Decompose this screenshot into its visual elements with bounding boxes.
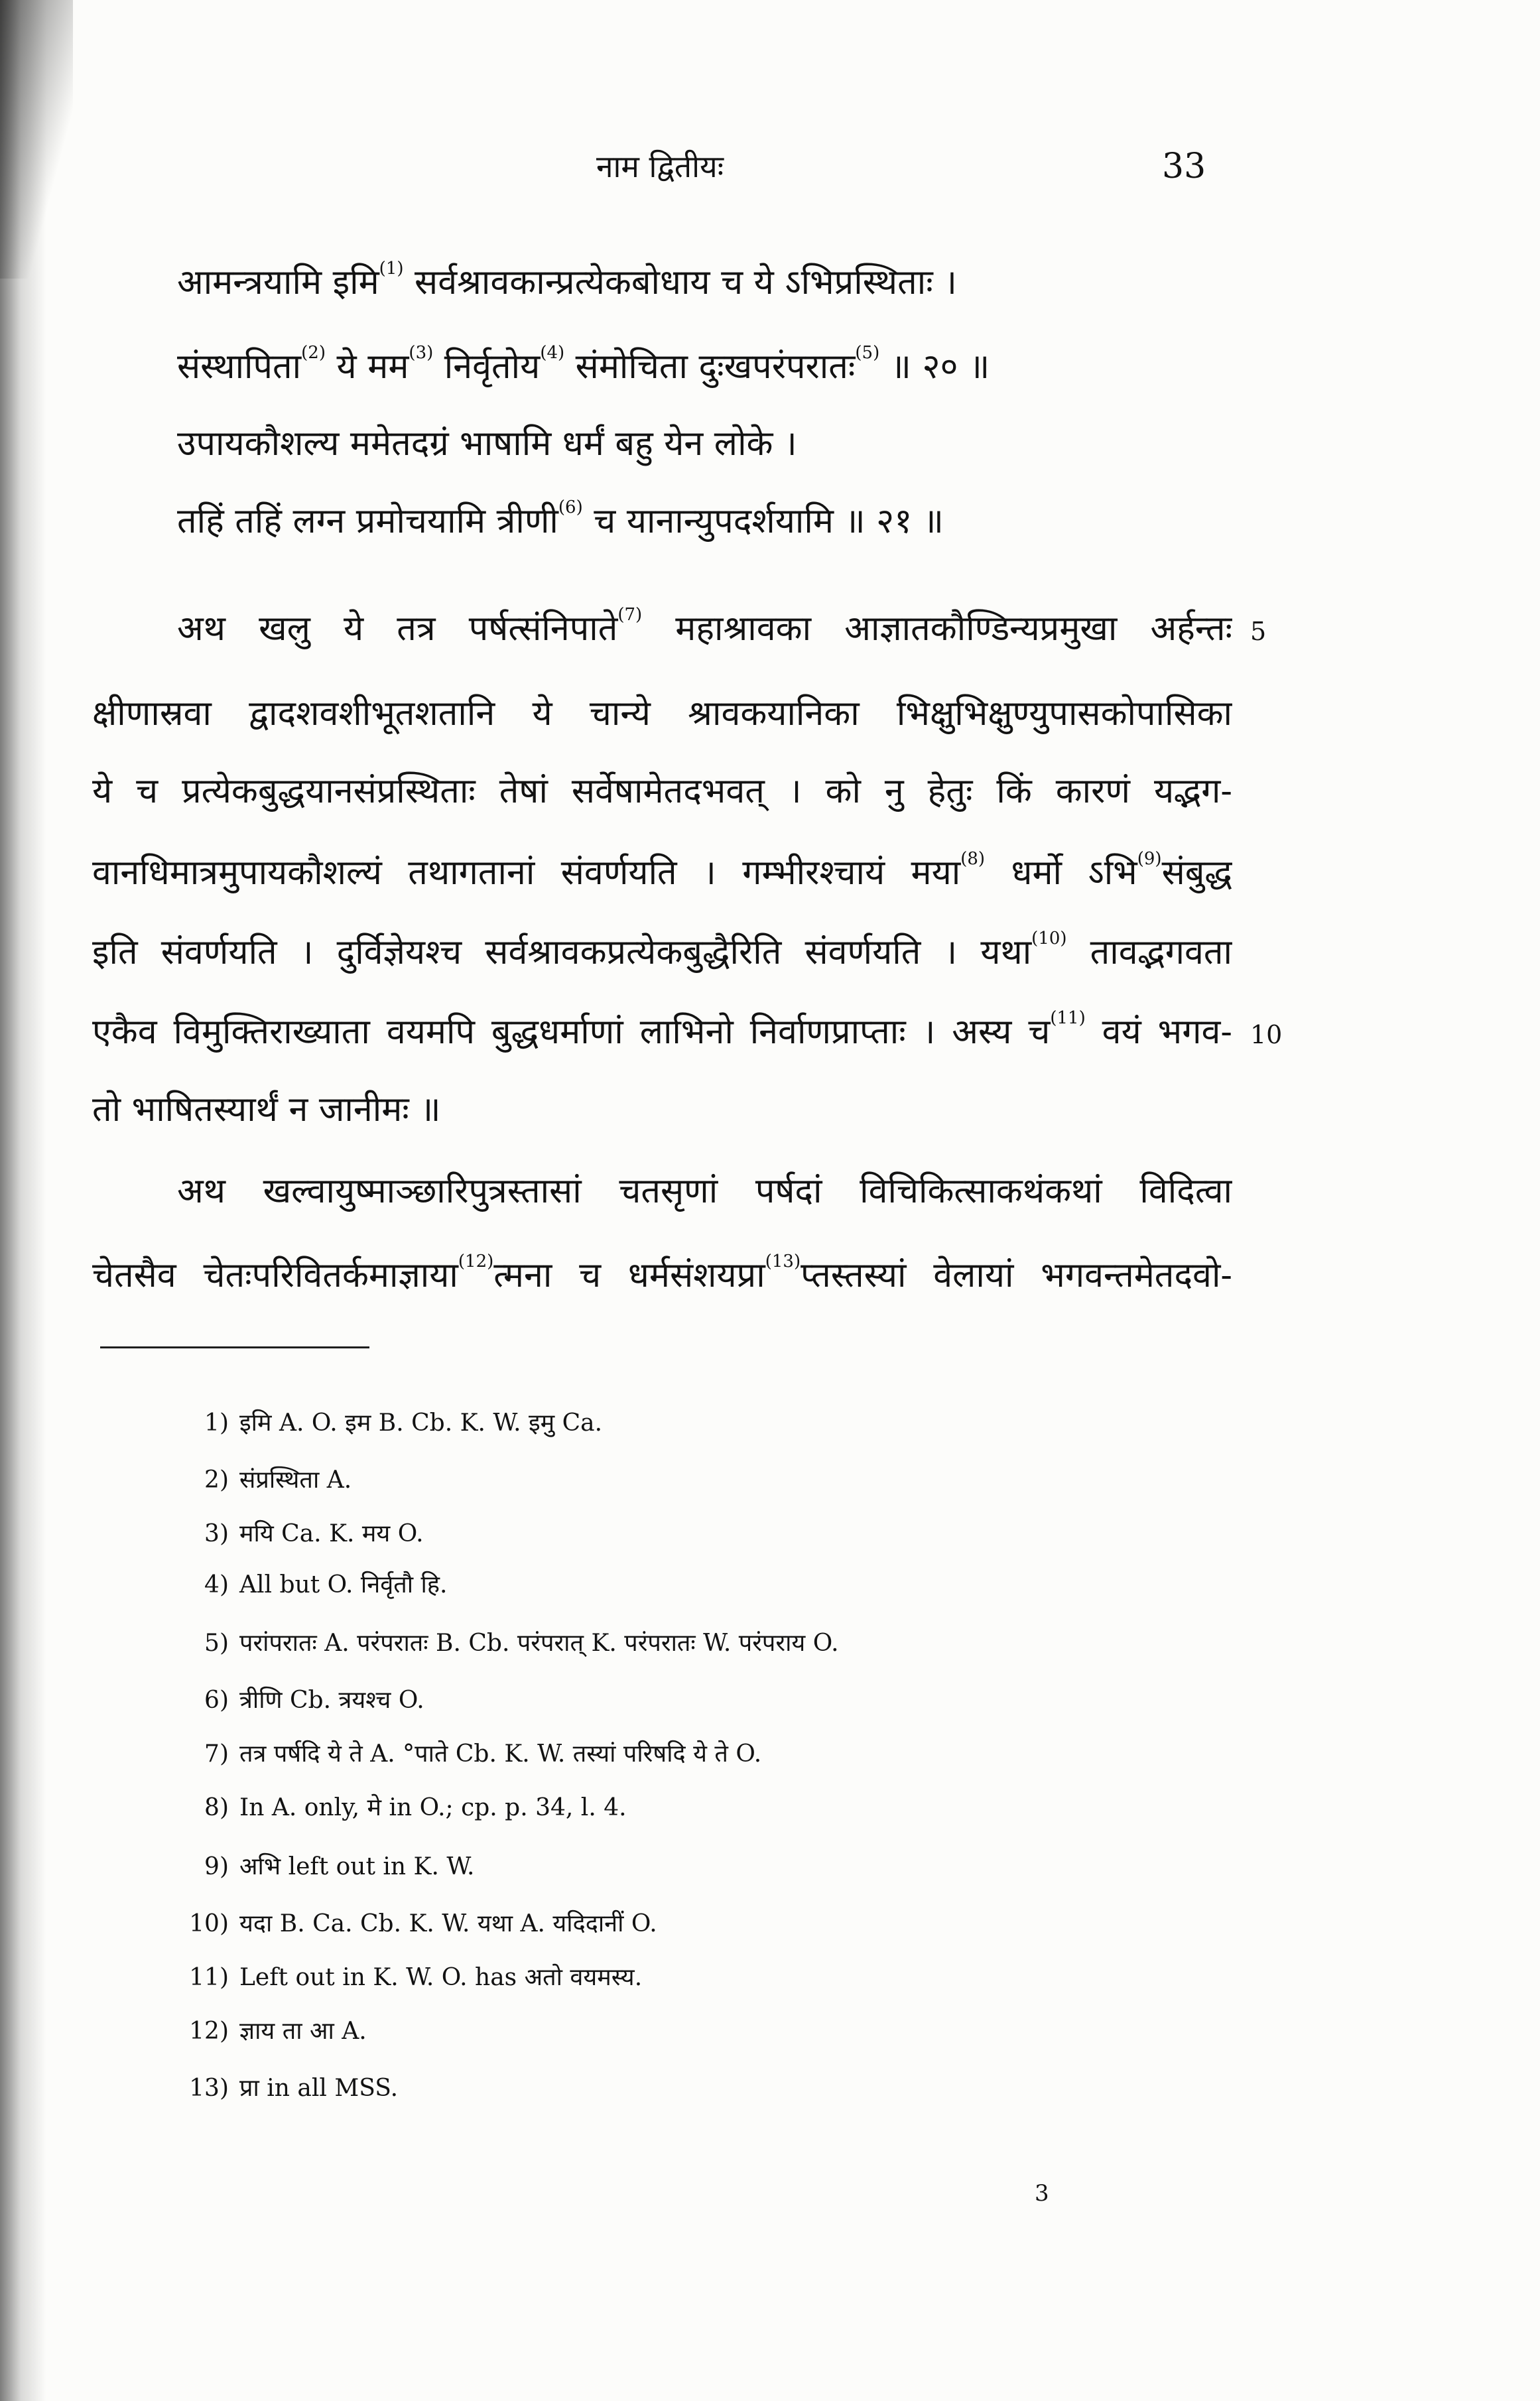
- footnote: [166, 1570, 1293, 1601]
- verse-line: [177, 499, 944, 545]
- signature-mark: 3: [1035, 2180, 1049, 2207]
- line-number: 10: [1250, 1020, 1283, 1049]
- prose-line: [92, 931, 1232, 976]
- scan-edge-shadow: [0, 0, 46, 2401]
- footnote-number: 11): [189, 1964, 229, 1991]
- running-title: नाम द्वितीयः: [596, 149, 724, 184]
- footnote: [166, 1408, 1293, 1439]
- prose-line: [92, 1010, 1232, 1055]
- footnote-marker: (6): [558, 499, 583, 517]
- footnote-text: त्रीणि Cb. त्रयश्च O.: [239, 1687, 424, 1714]
- footnote-marker: (1): [379, 261, 404, 279]
- verse-text: ये मम: [326, 347, 409, 387]
- verse-text: तहिं तहिं लग्न प्रमोचयामि त्रीणी: [177, 501, 558, 541]
- prose-line: [92, 692, 1232, 737]
- prose-text: धर्मो ऽभि: [985, 853, 1137, 893]
- footnote: [166, 1909, 1293, 1940]
- footnote-number: 1): [204, 1409, 229, 1437]
- footnote: [166, 1628, 1293, 1659]
- footnote: [166, 2073, 1293, 2105]
- footnote-number: 5): [204, 1630, 229, 1657]
- footnote-text: इमि A. O. इम B. Cb. K. W. इमु Ca.: [239, 1409, 603, 1437]
- footnote-number: 2): [204, 1466, 229, 1494]
- prose-text: प्तस्तस्यां वेलायां भगवन्तमेतदवो-: [801, 1256, 1232, 1295]
- verse-text: उपायकौशल्य ममेतदग्रं भाषामि धर्मं बहु येन लोके ।: [177, 424, 797, 464]
- footnote-marker: (4): [540, 345, 565, 363]
- prose-text: तो भाषितस्यार्थं न जानीमः ॥: [92, 1090, 441, 1130]
- footnote-text: In A. only, मे in O.; cp. p. 34, l. 4.: [239, 1794, 627, 1821]
- prose-text: अथ खलु ये तत्र पर्षत्संनिपाते: [177, 609, 618, 649]
- prose-line: [177, 607, 1232, 652]
- footnote-text: मयि Ca. K. मय O.: [239, 1520, 424, 1547]
- prose-line: [92, 1088, 1232, 1133]
- footnote: [166, 1963, 1293, 1994]
- prose-text: त्मना च धर्मसंशयप्रा: [493, 1256, 765, 1295]
- footnote-text: तत्र पर्षदि ये ते A. °पाते Cb. K. W. तस्यां परिषदि ये ते O.: [239, 1740, 762, 1768]
- verse-line: [177, 345, 990, 390]
- footnote-marker: (11): [1050, 1010, 1086, 1028]
- footnote-text: ज्ञाय ता आ A.: [239, 2018, 367, 2045]
- footnote-text: यदा B. Ca. Cb. K. W. यथा A. यदिदानीं O.: [239, 1910, 657, 1937]
- footnote-number: 12): [189, 2018, 229, 2045]
- footnote-rule: [100, 1346, 369, 1348]
- footnote: [166, 1793, 1293, 1824]
- footnote-text: प्रा in all MSS.: [239, 2075, 399, 2102]
- footnote-number: 8): [204, 1794, 229, 1821]
- footnote-text: All but O. निर्वृतौ हि.: [239, 1571, 448, 1598]
- prose-text: अथ खल्वायुष्माञ्छारिपुत्रस्तासां चतसृणां पर्षदां विचिकित्साकथंकथां विदित्वा: [177, 1171, 1232, 1211]
- footnote-marker: (13): [765, 1254, 801, 1271]
- verse-text: संमोचिता दुःखपरंपरातः: [564, 347, 856, 387]
- footnote-marker: (10): [1031, 931, 1067, 948]
- verse-line: [177, 422, 797, 467]
- verse-text: आमन्त्रयामि इमि: [177, 263, 379, 302]
- footnote: [166, 1685, 1293, 1717]
- footnote-text: अभि left out in K. W.: [239, 1853, 475, 1880]
- verse-text: ॥ २० ॥: [879, 347, 990, 387]
- footnote: [166, 1852, 1293, 1883]
- page-number: 33: [1162, 147, 1206, 186]
- footnote-number: 4): [204, 1571, 229, 1598]
- footnote: [166, 1465, 1293, 1496]
- footnote-marker: (8): [960, 851, 986, 869]
- footnote-marker: (7): [617, 607, 643, 625]
- prose-text: चेतसैव चेतःपरिवितर्कमाज्ञाया: [92, 1256, 458, 1295]
- footnote-marker: (5): [855, 345, 880, 363]
- prose-text: इति संवर्णयति । दुर्विज्ञेयश्च सर्वश्रावकप्रत्येकबुद्धैरिति संवर्णयति । यथा: [92, 933, 1032, 972]
- footnote-text: Left out in K. W. O. has अतो वयमस्य.: [239, 1964, 643, 1991]
- footnote-number: 6): [204, 1687, 229, 1714]
- verse-text: च यानान्युपदर्शयामि ॥ २१ ॥: [582, 501, 944, 541]
- scan-corner-shadow: [0, 0, 73, 279]
- footnote-number: 10): [189, 1910, 229, 1937]
- footnote-number: 3): [204, 1520, 229, 1547]
- footnote-number: 7): [204, 1740, 229, 1768]
- prose-text: क्षीणास्रवा द्वादशवशीभूतशतानि ये चान्ये श्रावकयानिका भिक्षुभिक्षुण्युपासकोपासिका: [92, 694, 1232, 734]
- verse-text: निर्वृतोय: [433, 347, 541, 387]
- footnote-marker: (2): [301, 345, 326, 363]
- prose-line: [92, 851, 1232, 896]
- verse-text: संस्थापिता: [177, 347, 302, 387]
- footnote-number: 9): [204, 1853, 229, 1880]
- prose-line: [177, 1169, 1232, 1214]
- footnote-number: 13): [189, 2075, 229, 2102]
- footnote: [166, 1519, 1293, 1550]
- verse-text: सर्वश्रावकान्प्रत्येकबोधाय च ये ऽभिप्रस्थिताः ।: [403, 263, 957, 302]
- footnote-marker: (12): [458, 1254, 494, 1271]
- prose-text: वयं भगव-: [1085, 1012, 1232, 1052]
- prose-text: ये च प्रत्येकबुद्धयानसंप्रस्थिताः तेषां सर्वेषामेतदभवत् । को नु हेतुः किं कारणं यद्भग-: [92, 771, 1232, 811]
- prose-line: [92, 1254, 1232, 1299]
- prose-text: महाश्रावका आज्ञातकौण्डिन्यप्रमुखा अर्हन्तः: [642, 609, 1232, 649]
- footnote: [166, 2016, 1293, 2047]
- verse-line: [177, 261, 957, 306]
- prose-text: एकैव विमुक्तिराख्याता वयमपि बुद्धधर्माणां लाभिनो निर्वाणप्राप्ताः । अस्य च: [92, 1012, 1051, 1052]
- footnote-marker: (9): [1137, 851, 1162, 869]
- footnote-text: संप्रस्थिता A.: [239, 1466, 352, 1494]
- footnote-text: परांपरातः A. परंपरातः B. Cb. परंपरात् K. परंपरातः W. परंपराय O.: [239, 1630, 839, 1657]
- line-number: 5: [1250, 617, 1267, 646]
- footnote: [166, 1739, 1293, 1770]
- prose-text: तावद्भगवता: [1066, 933, 1232, 972]
- prose-line: [92, 769, 1232, 814]
- prose-text: वानधिमात्रमुपायकौशल्यं तथागतानां संवर्णयति । गम्भीरश्चायं मया: [92, 853, 961, 893]
- footnote-marker: (3): [409, 345, 434, 363]
- prose-text: संबुद्ध: [1161, 853, 1232, 893]
